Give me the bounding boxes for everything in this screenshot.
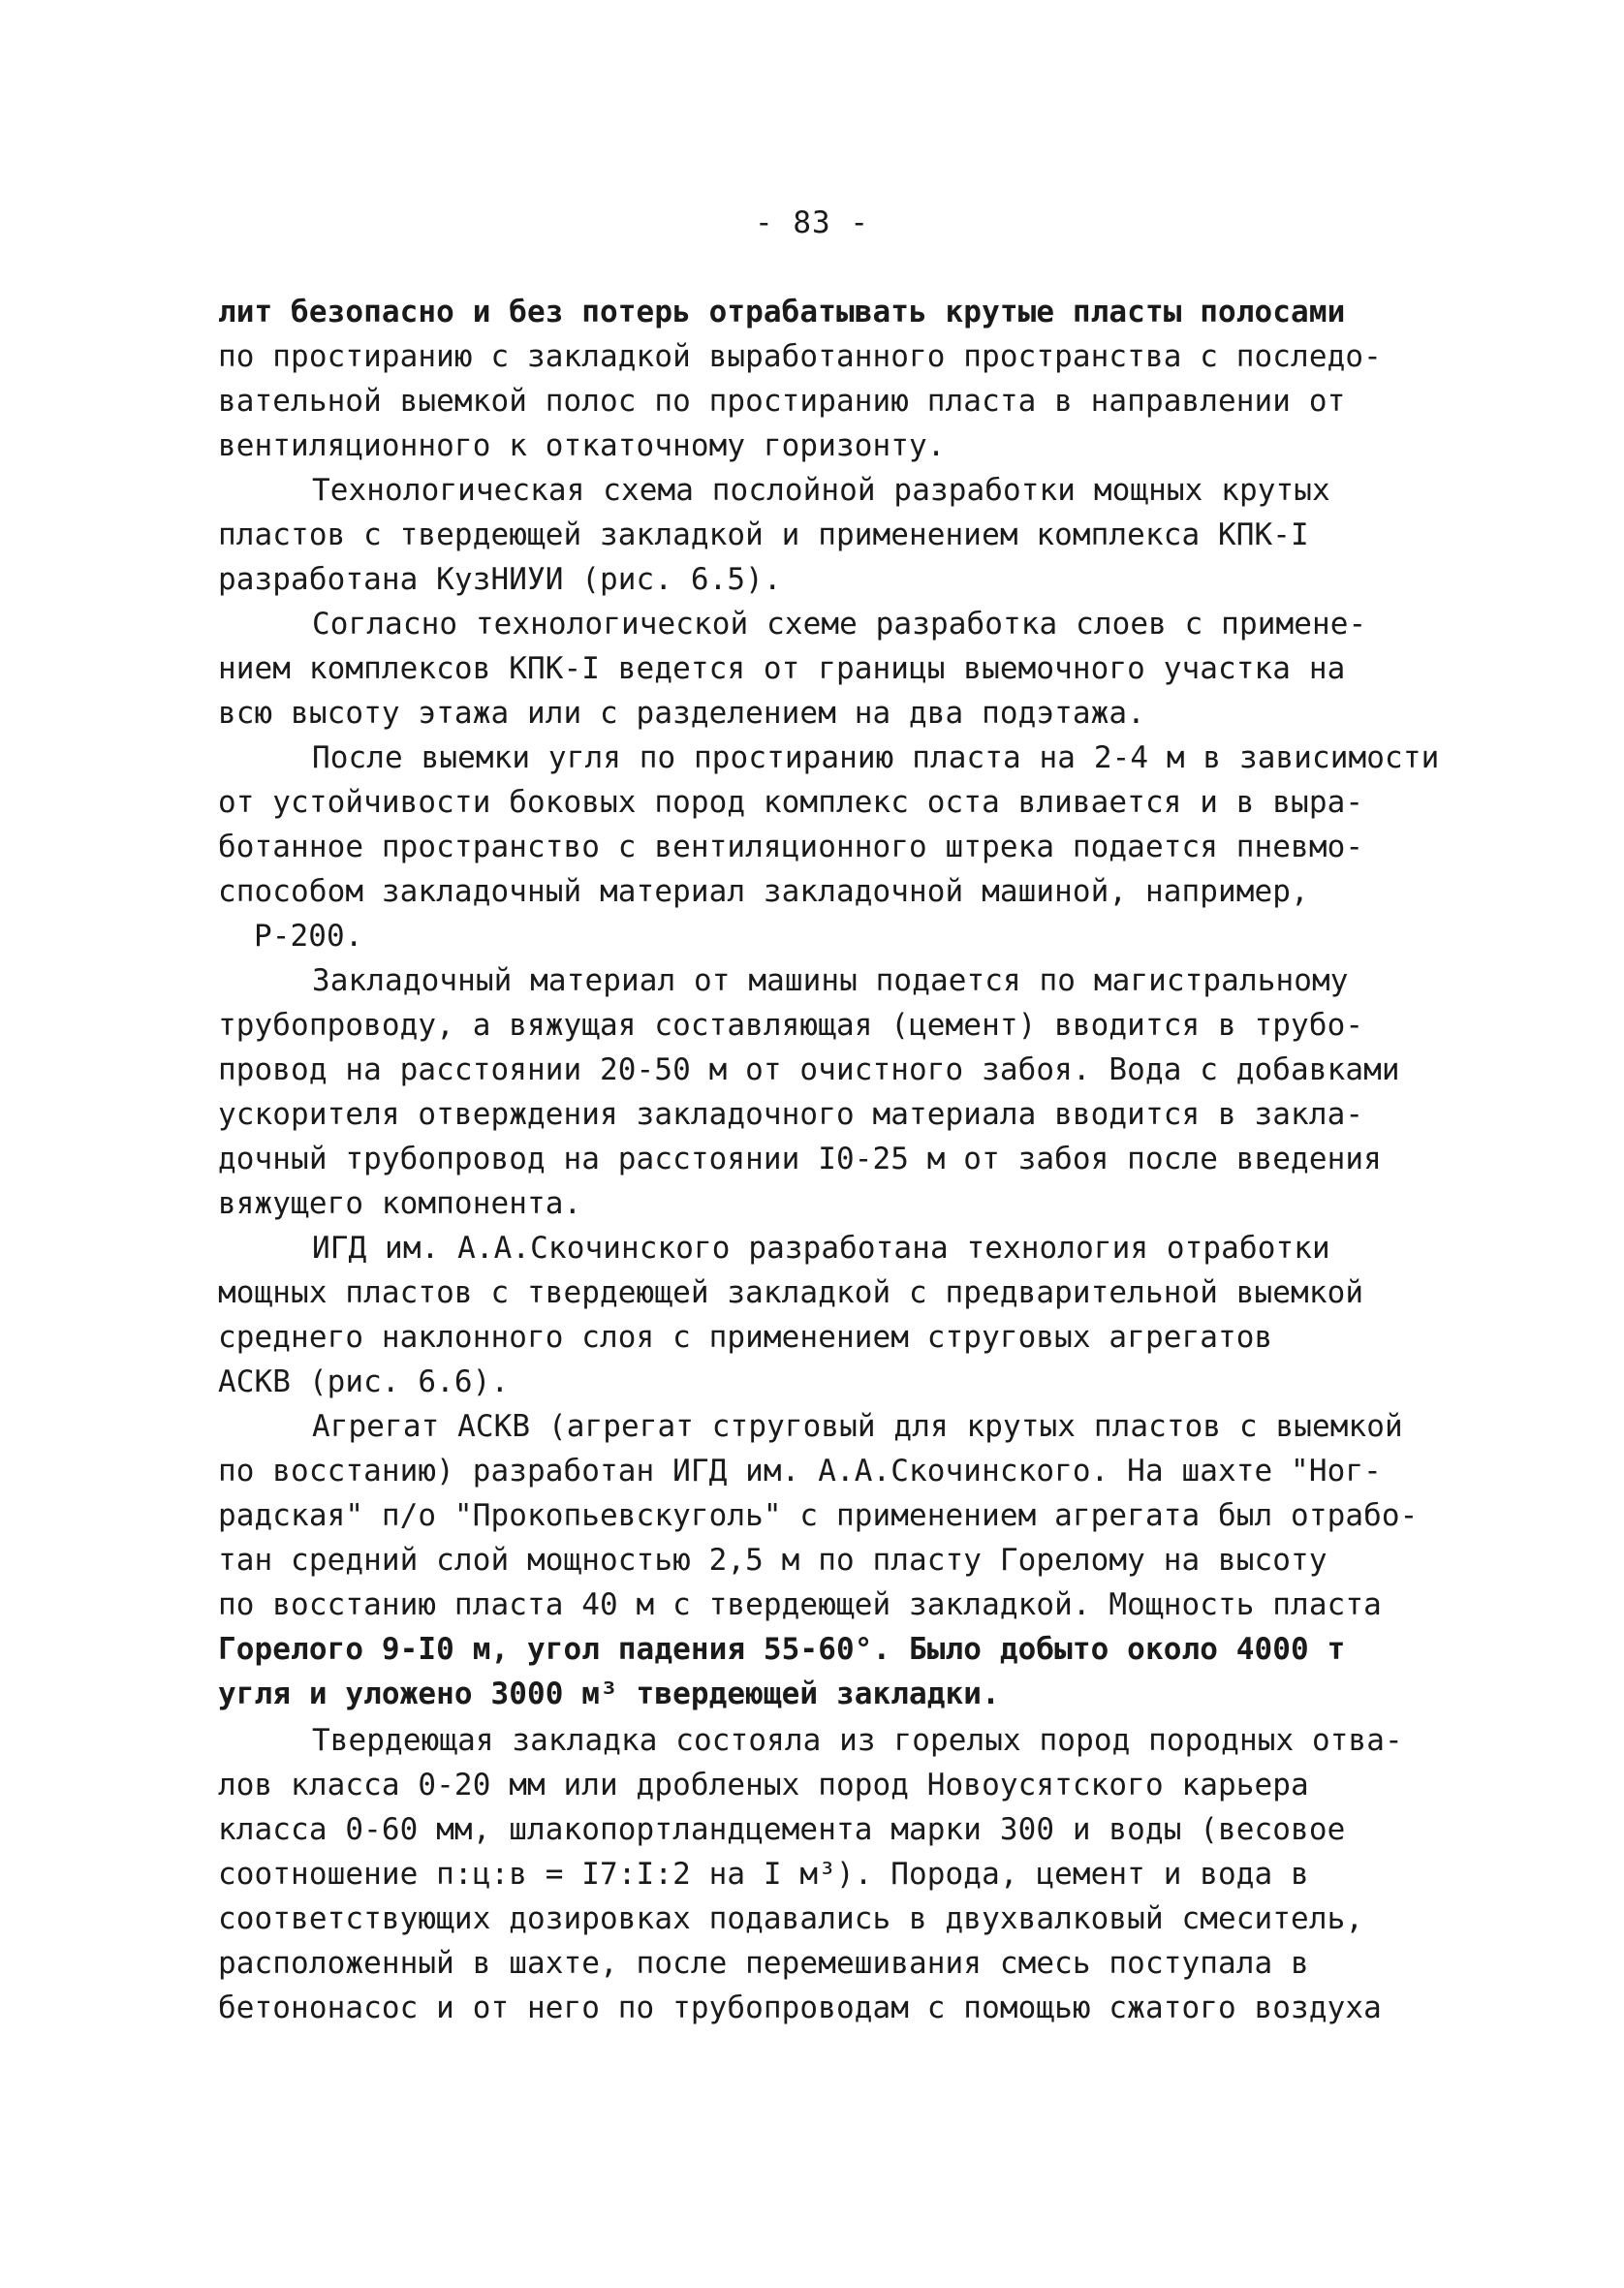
text-line: соотношение п:ц:в = I7:I:2 на I м³). Порода, цемент и вода в	[218, 1857, 1309, 1892]
text-line: разработана КузНИУИ (рис. 6.5).	[218, 562, 782, 597]
text-line: по простиранию с закладкой выработанного пространства с последо-	[218, 339, 1382, 374]
text-line: по восстанию пласта 40 м с твердеющей закладкой. Мощность пласта	[218, 1587, 1382, 1622]
text-line: соответствующих дозировках подавались в двухвалковый смеситель,	[218, 1901, 1364, 1936]
text-line: пластов с твердеющей закладкой и применением комплекса КПК-I	[218, 517, 1309, 552]
text-line: всю высоту этажа или с разделением на два подэтажа.	[218, 696, 1145, 731]
text-line: расположенный в шахте, после перемешивания смесь поступала в	[218, 1946, 1309, 1981]
paragraph-first-line: После выемки угля по простиранию пласта на 2-4 м в зависимости	[312, 740, 1440, 775]
text-line: нием комплексов КПК-I ведется от границы выемочного участка на	[218, 651, 1346, 686]
text-line: ботанное пространство с вентиляционного штрека подается пневмо-	[218, 830, 1364, 864]
text-line: Горелого 9-I0 м, угол падения 55-60°. Было добыто около 4000 т	[218, 1632, 1346, 1667]
text-line: среднего наклонного слоя с применением струговых агрегатов	[218, 1320, 1273, 1355]
text-line: способом закладочный материал закладочной машиной, например,	[218, 874, 1309, 909]
text-line: трубопроводу, а вяжущая составляющая (цемент) вводится в трубо-	[218, 1008, 1364, 1043]
text-line: бетононасос и от него по трубопроводам с помощью сжатого воздуха	[218, 1990, 1382, 2025]
text-line: Р-200.	[254, 919, 363, 954]
text-line: класса 0-60 мм, шлакопортландцемента марки 300 и воды (весовое	[218, 1812, 1346, 1847]
text-line: вяжущего компонента.	[218, 1186, 582, 1221]
text-line: угля и уложено 3000 м³ твердеющей закладки.	[218, 1677, 1000, 1711]
text-line: дочный трубопровод на расстоянии I0-25 м от забоя после введения	[218, 1142, 1382, 1176]
text-line: вентиляционного к откаточному горизонту.	[218, 428, 946, 463]
paragraph-first-line: Технологическая схема послойной разработки мощных крутых	[312, 473, 1330, 508]
page-number: - 83 -	[755, 205, 869, 240]
text-line: ускорителя отверждения закладочного материала вводится в закла-	[218, 1097, 1364, 1132]
paragraph-first-line: Агрегат АСКВ (агрегат струговый для крутых пластов с выемкой	[312, 1409, 1403, 1444]
text-line: тан средний слой мощностью 2,5 м по пласту Горелому на высоту	[218, 1543, 1327, 1578]
text-line: лит безопасно и без потерь отрабатывать крутые пласты полосами	[218, 295, 1346, 329]
text-line: АСКВ (рис. 6.6).	[218, 1364, 510, 1399]
text-line: по восстанию) разработан ИГД им. А.А.Скочинского. На шахте "Ног-	[218, 1454, 1382, 1489]
text-line: провод на расстоянии 20-50 м от очистного забоя. Вода с добавками	[218, 1052, 1400, 1087]
paragraph-first-line: Согласно технологической схеме разработка слоев с примене-	[312, 607, 1367, 642]
paragraph-first-line: Закладочный материал от машины подается по магистральному	[312, 963, 1349, 998]
text-line: вательной выемкой полос по простиранию пласта в направлении от	[218, 384, 1346, 419]
paragraph-first-line: Твердеющая закладка состояла из горелых пород породных отва-	[312, 1723, 1403, 1758]
text-line: от устойчивости боковых пород комплекс оста вливается и в выра-	[218, 785, 1364, 820]
text-line: радская" п/о "Прокопьевскуголь" с применением агрегата был отрабо-	[218, 1498, 1419, 1533]
text-line: мощных пластов с твердеющей закладкой с предварительной выемкой	[218, 1275, 1364, 1310]
paragraph-first-line: ИГД им. А.А.Скочинского разработана технология отработки	[312, 1231, 1330, 1266]
text-line: лов класса 0-20 мм или дробленых пород Новоусятского карьера	[218, 1768, 1309, 1802]
